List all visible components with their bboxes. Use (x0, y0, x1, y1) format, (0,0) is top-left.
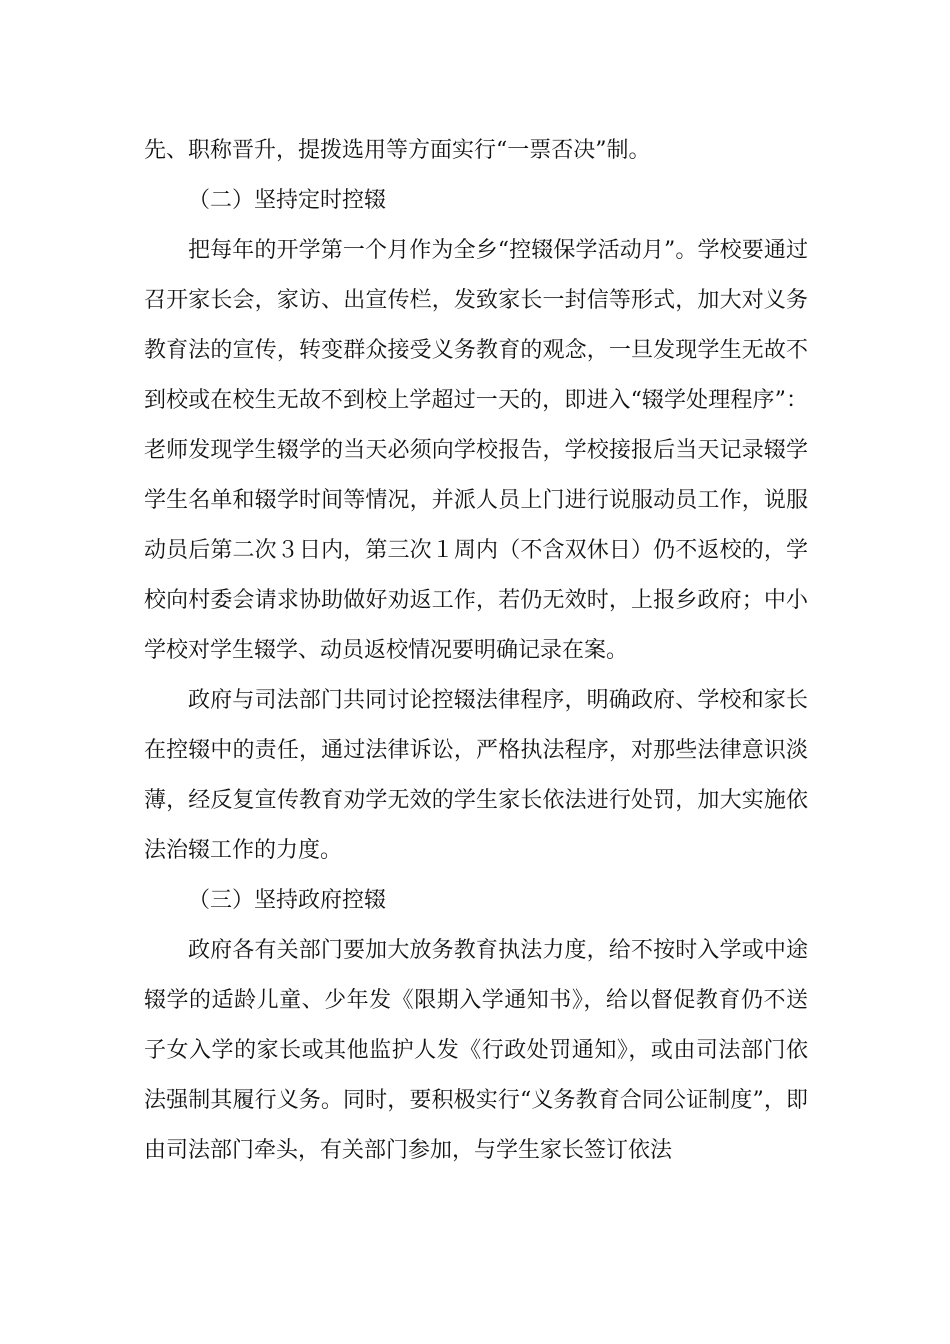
paragraph-continuation: 先、职称晋升，提拨选用等方面实行“一票否决”制。 (144, 138, 651, 163)
section-heading-2: （二）坚持定时控辍 (188, 188, 387, 213)
paragraph-timed-dropout-control: 把每年的开学第一个月作为全乡“控辍保学活动月”。学校要通过召开家长会，家访、出宣传栏，发致家长一封信等形式，加大对义务教育法的宣传，转变群众接受义务教育的观念，一旦发现学生无故不到校或在校生无故不到校上学超过一天的，即进入“辍学处理程序”：老师发现学生辍学的当天必须向学校报告，学校接报后当天记录辍学学生名单和辍学时间等情况，并派人员上门进行说服动员工作，说服动员后第二次３日内，第三次１周内（不含双休日）仍不返校的，学校向村委会请求协助做好劝返工作，若仍无效时，上报乡政府；中小学校对学生辍学、动员返校情况要明确记录在案。 (144, 238, 808, 663)
section-heading-3: （三）坚持政府控辍 (188, 888, 387, 913)
document-body (144, 126, 808, 1176)
paragraph-government-control: 政府各有关部门要加大放务教育执法力度，给不按时入学或中途辍学的适龄儿童、少年发《限期入学通知书》，给以督促教育仍不送子女入学的家长或其他监护人发《行政处罚通知》，或由司法部门依法强制其履行义务。同时，要积极实行“义务教育合同公证制度”，即由司法部门牵头，有关部门参加，与学生家长签订依法 (144, 938, 808, 1163)
paragraph-legal-procedure: 政府与司法部门共同讨论控辍法律程序，明确政府、学校和家长在控辍中的责任，通过法律诉讼，严格执法程序，对那些法律意识淡薄，经反复宣传教育劝学无效的学生家长依法进行处罚，加大实施依法治辍工作的力度。 (144, 688, 808, 863)
